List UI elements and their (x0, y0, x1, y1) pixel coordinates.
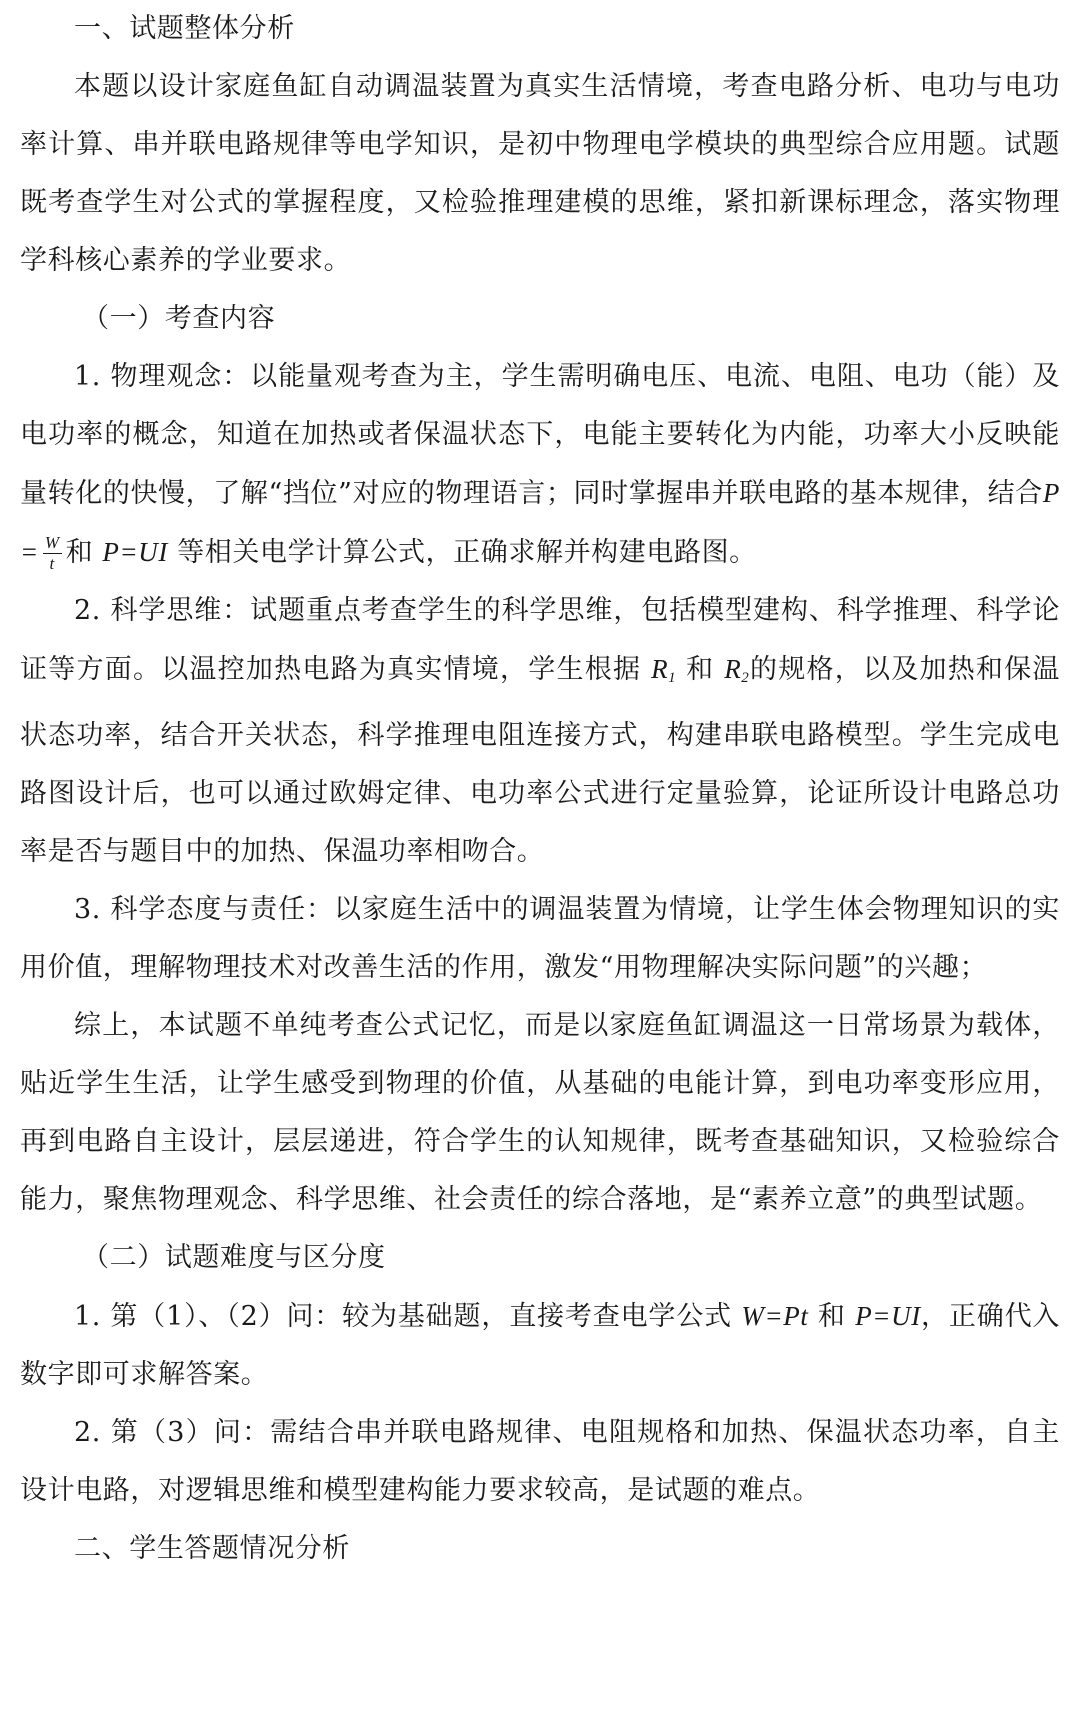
sub2-item1 (20, 1287, 1060, 1404)
sub1-item1-mid: 和 (65, 537, 94, 568)
symbol-r1: R (651, 654, 669, 684)
fraction-w-over-t (43, 533, 62, 574)
sub1-item2 (20, 582, 1060, 881)
symbol-r2: R (724, 654, 742, 684)
sub1-item2-text-a: 2. 科学思维：试题重点考查学生的科学思维，包括模型建构、科学推理、科学论证等方面。以温控加热电路为真实情境，学生根据 (20, 595, 1060, 685)
formula-p-lhs: P = (20, 478, 1060, 567)
sub1-title: （一）考查内容 (82, 303, 276, 334)
sub2-item1-text-b: ，正确代入数字即可求解答案。 (20, 1301, 1061, 1390)
sub1-item1-text: 1. 物理观念：以能量观考查为主，学生需明确电压、电流、电阻、电功（能）及电功率的概念，知道在加热或者保温状态下，电能主要转化为内能，功率大小反映能量转化的快慢，了解“挡位”对应的物理语言；同时掌握串并联电路的基本规律，结合 (20, 361, 1060, 509)
document-page (20, 0, 1060, 1578)
fraction-numerator: W (44, 533, 60, 552)
sub1-item2-and: 和 (686, 654, 715, 685)
sub1-item3: 3. 科学态度与责任：以家庭生活中的调温装置为情境，让学生体会物理知识的实用价值，理解物理技术对改善生活的作用，激发“用物理解决实际问题”的兴趣； (20, 894, 1060, 983)
sub2-item1-text-a: 1. 第（1）、（2）问：较为基础题，直接考查电学公式 (74, 1301, 732, 1332)
formula-w-pt: W=Pt (741, 1301, 809, 1331)
formula-p-ui: P=UI (102, 537, 168, 567)
sub2-title: （二）试题难度与区分度 (82, 1242, 386, 1273)
sub1-summary: 综上，本试题不单纯考查公式记忆，而是以家庭鱼缸调温这一日常场景为载体，贴近学生生活，让学生感受到物理的价值，从基础的电能计算，到电功率变形应用，再到电路自主设计，层层递进，符合学生的认知规律，既考查基础知识，又检验综合能力，聚焦物理观念、科学思维、社会责任的综合落地，是“素养立意”的典型试题。 (20, 1010, 1060, 1215)
section1-intro: 本题以设计家庭鱼缸自动调温装置为真实生活情境，考查电路分析、电功与电功率计算、串并联电路规律等电学知识，是初中物理电学模块的典型综合应用题。试题既考查学生对公式的掌握程度，又检验推理建模的思维，紧扣新课标理念，落实物理学科核心素养的学业要求。 (20, 71, 1060, 276)
formula-p-ui-2: P=UI (855, 1301, 921, 1331)
section2-title: 二、学生答题情况分析 (74, 1533, 350, 1564)
sub1-item1-tail: 等相关电学计算公式，正确求解并构建电路图。 (177, 537, 757, 568)
symbol-r2-sub: 2 (741, 670, 750, 686)
fraction-denominator: t (49, 554, 55, 573)
sub1-item1 (20, 348, 1060, 582)
sub2-item2: 2. 第（3）问：需结合串并联电路规律、电阻规格和加热、保温状态功率，自主设计电路，对逻辑思维和模型建构能力要求较高，是试题的难点。 (20, 1417, 1060, 1506)
section1-title: 一、试题整体分析 (74, 13, 295, 44)
symbol-r1-sub: 1 (668, 670, 677, 686)
sub2-item1-and: 和 (817, 1301, 846, 1332)
sub1-item2-text-b: 的规格，以及加热和保温状态功率，结合开关状态，科学推理电阻连接方式，构建串联电路模型。学生完成电路图设计后，也可以通过欧姆定律、电功率公式进行定量验算，论证所设计电路总功率是否与题目中的加热、保温功率相吻合。 (20, 654, 1061, 867)
